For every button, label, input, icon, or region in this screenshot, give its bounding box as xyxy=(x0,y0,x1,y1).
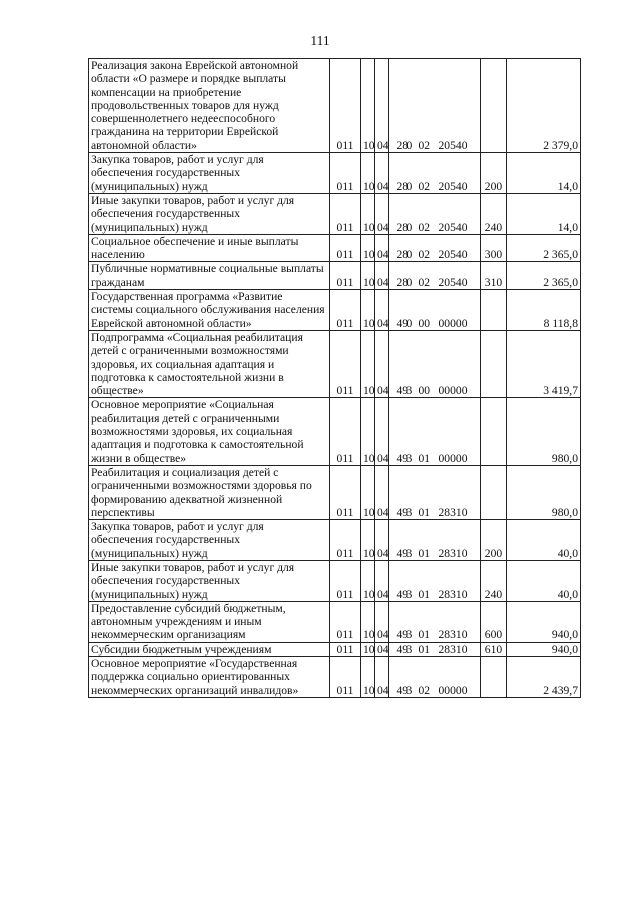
target-code-cell xyxy=(389,193,481,234)
target-code-subprogram: 3 xyxy=(406,587,413,601)
gr-cell: 011 xyxy=(330,398,361,465)
gr-cell: 011 xyxy=(330,465,361,519)
row-name-cell: Основное мероприятие «Социальная реабилитация детей с ограниченными возможностями здоровья, их социальная адаптация и подготовка к самостоятельной жизни в обществе» xyxy=(89,398,330,465)
target-code-program: 28 xyxy=(396,220,409,234)
sum-cell: 8 118,8 xyxy=(507,290,581,331)
vr-cell: 610 xyxy=(481,642,507,656)
target-code-cell xyxy=(389,560,481,601)
sum-cell: 940,0 xyxy=(507,601,581,642)
row-name-cell: Государственная программа «Развитие системы социального обслуживания населения Еврейской автономной области» xyxy=(89,290,330,331)
target-code-program: 49 xyxy=(396,642,409,656)
rz-cell: 10 xyxy=(361,234,375,262)
table-row xyxy=(89,520,581,561)
sum-cell: 2 439,7 xyxy=(507,657,581,698)
rz-cell: 10 xyxy=(361,560,375,601)
rz-cell: 10 xyxy=(361,657,375,698)
target-code-cell xyxy=(389,398,481,465)
target-code-event: 02 xyxy=(418,179,431,193)
target-code-direction: 20540 xyxy=(438,138,468,152)
target-code-program: 49 xyxy=(396,546,409,560)
sum-cell: 40,0 xyxy=(507,520,581,561)
gr-cell: 011 xyxy=(330,262,361,290)
rz-cell: 10 xyxy=(361,398,375,465)
target-code-direction: 00000 xyxy=(438,451,468,465)
target-code-program: 49 xyxy=(396,505,409,519)
rz-cell: 10 xyxy=(361,262,375,290)
target-code-event: 00 xyxy=(418,316,431,330)
pr-cell: 04 xyxy=(375,520,389,561)
row-name-cell: Иные закупки товаров, работ и услуг для обеспечения государственных (муниципальных) нужд xyxy=(89,560,330,601)
pr-cell: 04 xyxy=(375,153,389,194)
target-code-program: 49 xyxy=(396,628,409,642)
row-name-cell: Подпрограмма «Социальная реабилитация детей с ограниченными возможностями здоровья, их социальная адаптация и подготовка к самостоятельной жизни в обществе» xyxy=(89,330,330,397)
pr-cell: 04 xyxy=(375,642,389,656)
pr-cell: 04 xyxy=(375,59,389,153)
target-code-direction: 28310 xyxy=(438,546,468,560)
target-code-subprogram: 3 xyxy=(406,683,413,697)
sum-cell: 2 365,0 xyxy=(507,234,581,262)
row-name-cell: Закупка товаров, работ и услуг для обеспечения государственных (муниципальных) нужд xyxy=(89,520,330,561)
table-row xyxy=(89,465,581,519)
sum-cell: 980,0 xyxy=(507,465,581,519)
target-code-direction: 00000 xyxy=(438,384,468,398)
target-code-program: 28 xyxy=(396,248,409,262)
target-code-cell xyxy=(389,262,481,290)
target-code-event: 02 xyxy=(418,683,431,697)
pr-cell: 04 xyxy=(375,234,389,262)
gr-cell: 011 xyxy=(330,642,361,656)
target-code-event: 01 xyxy=(418,546,431,560)
target-code-cell xyxy=(389,465,481,519)
gr-cell: 011 xyxy=(330,193,361,234)
rz-cell: 10 xyxy=(361,153,375,194)
row-name-cell: Реабилитация и социализация детей с ограниченными возможностями здоровья по формированию адекватной жизненной перспективы xyxy=(89,465,330,519)
target-code-cell xyxy=(389,234,481,262)
target-code-cell xyxy=(389,330,481,397)
pr-cell: 04 xyxy=(375,262,389,290)
table-row xyxy=(89,560,581,601)
sum-cell: 3 419,7 xyxy=(507,330,581,397)
row-name-cell: Основное мероприятие «Государственная поддержка социально ориентированных некоммерческих организаций инвалидов» xyxy=(89,657,330,698)
row-name-cell: Публичные нормативные социальные выплаты гражданам xyxy=(89,262,330,290)
target-code-direction: 28310 xyxy=(438,642,468,656)
gr-cell: 011 xyxy=(330,153,361,194)
target-code-program: 28 xyxy=(396,275,409,289)
table-row xyxy=(89,330,581,397)
vr-cell: 310 xyxy=(481,262,507,290)
target-code-subprogram: 0 xyxy=(406,179,413,193)
target-code-direction: 28310 xyxy=(438,505,468,519)
row-name-cell: Иные закупки товаров, работ и услуг для обеспечения государственных (муниципальных) нужд xyxy=(89,193,330,234)
target-code-subprogram: 3 xyxy=(406,628,413,642)
pr-cell: 04 xyxy=(375,330,389,397)
target-code-event: 02 xyxy=(418,220,431,234)
rz-cell: 10 xyxy=(361,601,375,642)
rz-cell: 10 xyxy=(361,642,375,656)
target-code-event: 01 xyxy=(418,642,431,656)
vr-cell xyxy=(481,398,507,465)
sum-cell: 40,0 xyxy=(507,560,581,601)
vr-cell: 600 xyxy=(481,601,507,642)
vr-cell: 200 xyxy=(481,153,507,194)
row-name-cell: Субсидии бюджетным учреждениям xyxy=(89,642,330,656)
target-code-subprogram: 3 xyxy=(406,642,413,656)
rz-cell: 10 xyxy=(361,465,375,519)
target-code-direction: 28310 xyxy=(438,587,468,601)
pr-cell: 04 xyxy=(375,657,389,698)
target-code-cell xyxy=(389,153,481,194)
vr-cell xyxy=(481,59,507,153)
table-row xyxy=(89,153,581,194)
target-code-direction: 20540 xyxy=(438,179,468,193)
target-code-event: 02 xyxy=(418,138,431,152)
target-code-program: 28 xyxy=(396,138,409,152)
target-code-program: 49 xyxy=(396,451,409,465)
budget-table xyxy=(88,58,581,698)
target-code-subprogram: 0 xyxy=(406,275,413,289)
target-code-cell xyxy=(389,59,481,153)
target-code-direction: 00000 xyxy=(438,316,468,330)
rz-cell: 10 xyxy=(361,290,375,331)
table-row xyxy=(89,234,581,262)
row-name-cell: Предоставление субсидий бюджетным, автономным учреждениям и иным некоммерческим организациям xyxy=(89,601,330,642)
gr-cell: 011 xyxy=(330,290,361,331)
target-code-event: 02 xyxy=(418,248,431,262)
vr-cell xyxy=(481,330,507,397)
pr-cell: 04 xyxy=(375,193,389,234)
target-code-subprogram: 0 xyxy=(406,138,413,152)
table-row xyxy=(89,290,581,331)
gr-cell: 011 xyxy=(330,601,361,642)
pr-cell: 04 xyxy=(375,398,389,465)
gr-cell: 011 xyxy=(330,330,361,397)
sum-cell: 980,0 xyxy=(507,398,581,465)
target-code-cell xyxy=(389,520,481,561)
target-code-cell xyxy=(389,601,481,642)
vr-cell xyxy=(481,290,507,331)
target-code-program: 49 xyxy=(396,587,409,601)
pr-cell: 04 xyxy=(375,560,389,601)
sum-cell: 14,0 xyxy=(507,153,581,194)
target-code-subprogram: 3 xyxy=(406,384,413,398)
target-code-subprogram: 3 xyxy=(406,546,413,560)
target-code-cell xyxy=(389,290,481,331)
row-name-cell: Социальное обеспечение и иные выплаты населению xyxy=(89,234,330,262)
sum-cell: 14,0 xyxy=(507,193,581,234)
rz-cell: 10 xyxy=(361,330,375,397)
target-code-direction: 00000 xyxy=(438,683,468,697)
vr-cell: 240 xyxy=(481,193,507,234)
table-row xyxy=(89,262,581,290)
gr-cell: 011 xyxy=(330,657,361,698)
table-row xyxy=(89,193,581,234)
target-code-direction: 20540 xyxy=(438,248,468,262)
pr-cell: 04 xyxy=(375,601,389,642)
row-name-cell: Реализация закона Еврейской автономной области «О размере и порядке выплаты компенсации на приобретение продовольственных товаров для нужд совершеннолетнего недееспособного гражданина на территории Еврейской автономной области» xyxy=(89,59,330,153)
target-code-subprogram: 0 xyxy=(406,316,413,330)
target-code-program: 49 xyxy=(396,384,409,398)
target-code-event: 00 xyxy=(418,384,431,398)
table-row xyxy=(89,657,581,698)
vr-cell: 200 xyxy=(481,520,507,561)
target-code-cell xyxy=(389,657,481,698)
target-code-subprogram: 0 xyxy=(406,248,413,262)
target-code-event: 01 xyxy=(418,587,431,601)
gr-cell: 011 xyxy=(330,234,361,262)
page-number: 111 xyxy=(310,33,330,48)
vr-cell: 240 xyxy=(481,560,507,601)
target-code-cell xyxy=(389,642,481,656)
gr-cell: 011 xyxy=(330,520,361,561)
target-code-program: 49 xyxy=(396,316,409,330)
target-code-program: 49 xyxy=(396,683,409,697)
vr-cell xyxy=(481,657,507,698)
target-code-event: 01 xyxy=(418,505,431,519)
target-code-subprogram: 3 xyxy=(406,505,413,519)
table-row xyxy=(89,398,581,465)
rz-cell: 10 xyxy=(361,520,375,561)
pr-cell: 04 xyxy=(375,290,389,331)
target-code-direction: 28310 xyxy=(438,628,468,642)
sum-cell: 940,0 xyxy=(507,642,581,656)
rz-cell: 10 xyxy=(361,193,375,234)
target-code-program: 28 xyxy=(396,179,409,193)
gr-cell: 011 xyxy=(330,59,361,153)
gr-cell: 011 xyxy=(330,560,361,601)
pr-cell: 04 xyxy=(375,465,389,519)
rz-cell: 10 xyxy=(361,59,375,153)
target-code-subprogram: 3 xyxy=(406,451,413,465)
target-code-direction: 20540 xyxy=(438,220,468,234)
table-row xyxy=(89,642,581,656)
table-row xyxy=(89,601,581,642)
target-code-event: 01 xyxy=(418,628,431,642)
target-code-event: 01 xyxy=(418,451,431,465)
sum-cell: 2 379,0 xyxy=(507,59,581,153)
target-code-subprogram: 0 xyxy=(406,220,413,234)
table-row xyxy=(89,59,581,153)
target-code-direction: 20540 xyxy=(438,275,468,289)
sum-cell: 2 365,0 xyxy=(507,262,581,290)
vr-cell xyxy=(481,465,507,519)
target-code-event: 02 xyxy=(418,275,431,289)
vr-cell: 300 xyxy=(481,234,507,262)
row-name-cell: Закупка товаров, работ и услуг для обеспечения государственных (муниципальных) нужд xyxy=(89,153,330,194)
